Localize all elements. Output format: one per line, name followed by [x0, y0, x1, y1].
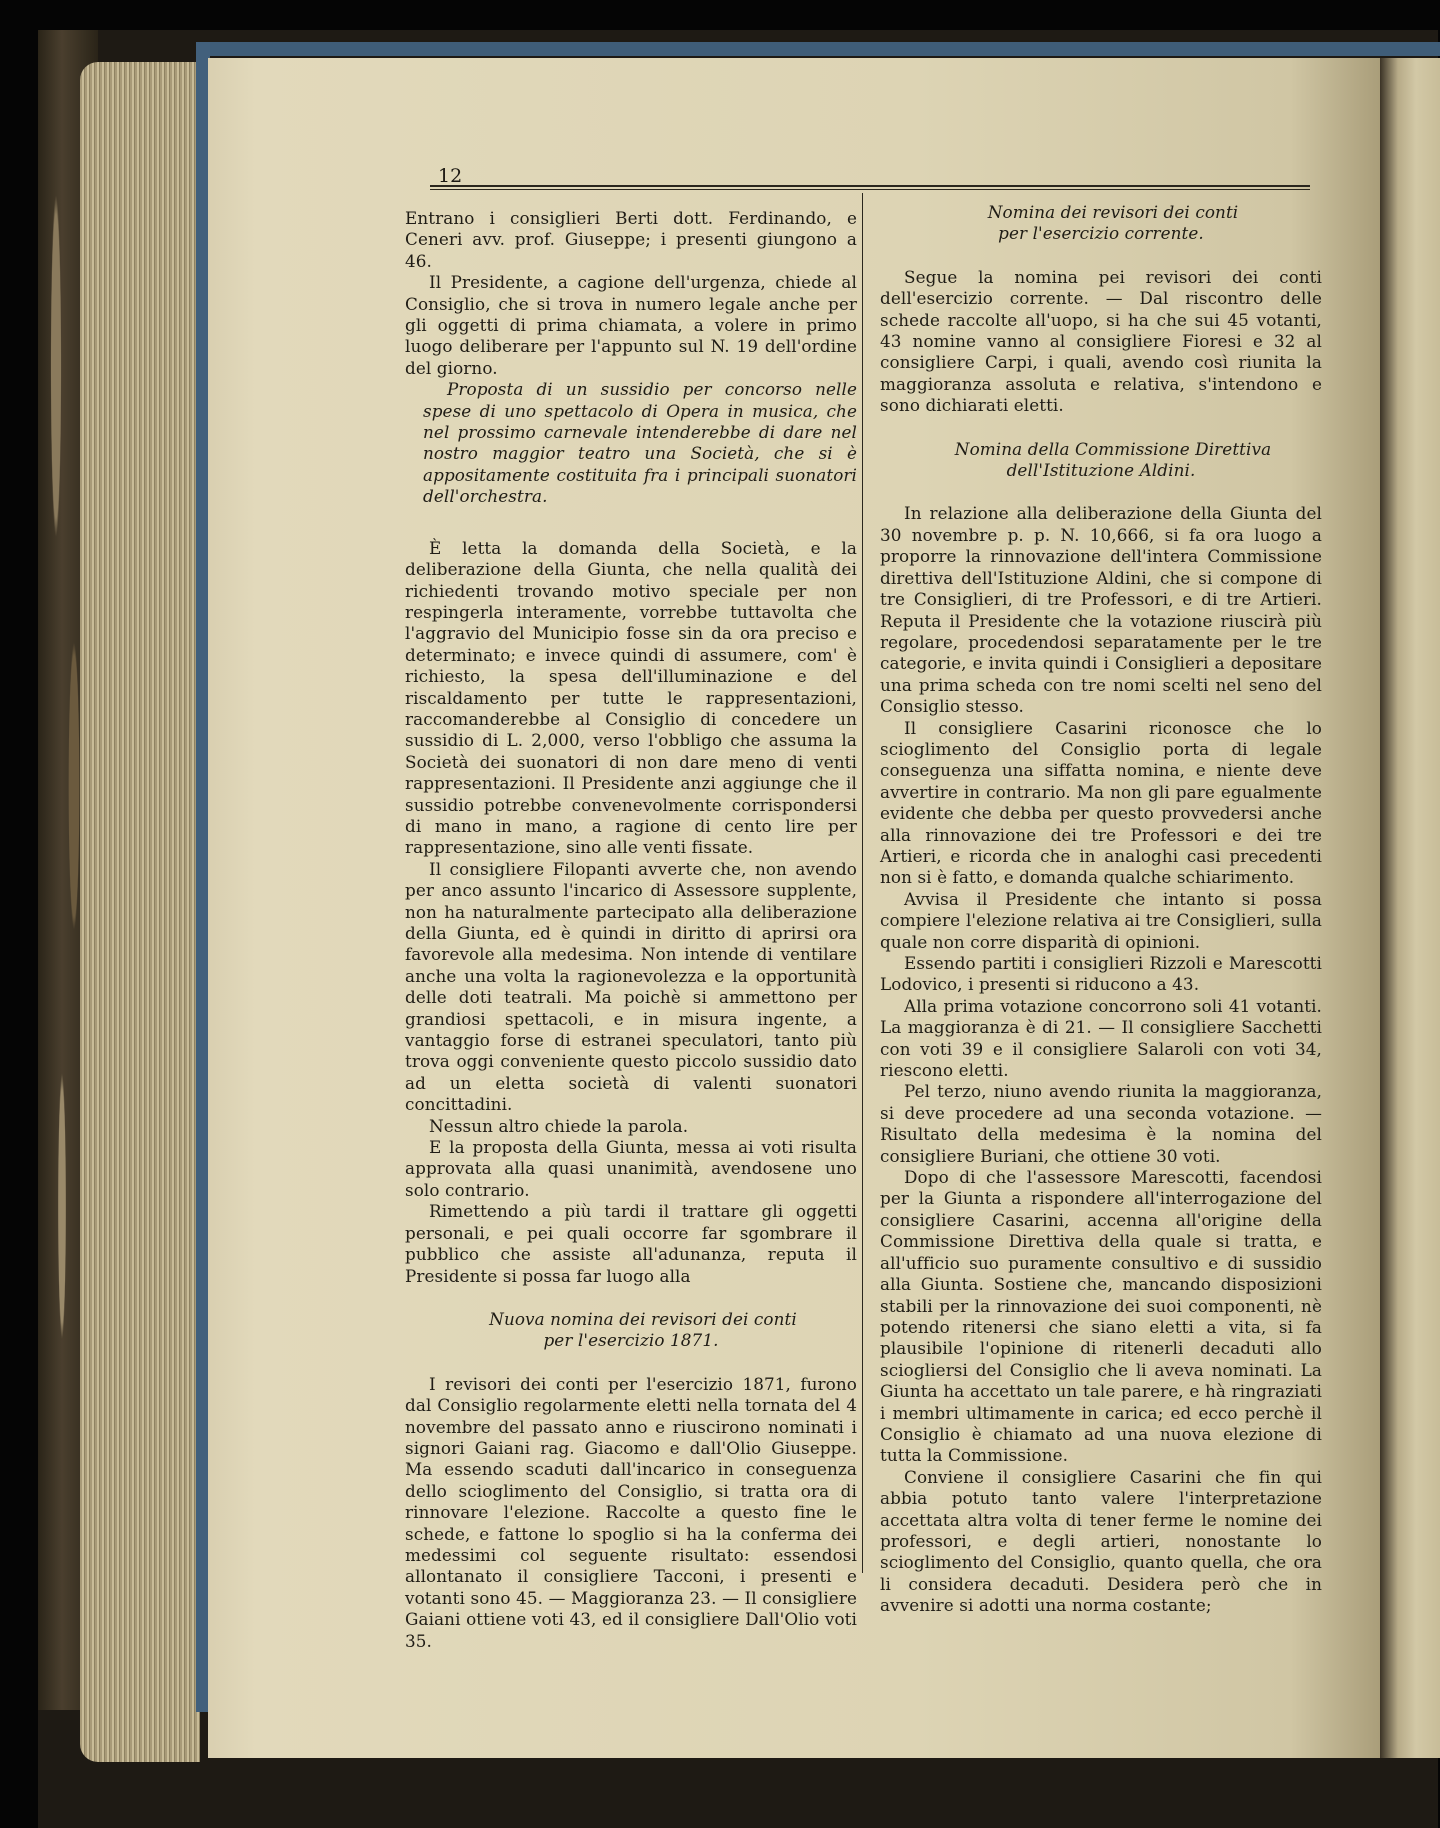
- section-heading-line1: Nomina della Commissione Direttiva: [954, 438, 1272, 459]
- section-heading-line1: Nuova nomina dei revisori dei conti: [489, 1308, 797, 1329]
- paragraph: Entrano i consiglieri Berti dott. Ferdinando, e Ceneri avv. prof. Giuseppe; i presenti giungono a 46.: [405, 208, 857, 271]
- paragraph: Rimettendo a più tardi il trattare gli oggetti personali, e pei quali occorre far sgombrare il pubblico che assiste all'adunanza, reputa il Presidente si possa far luogo alla: [405, 1201, 857, 1286]
- paragraph: Pel terzo, niuno avendo riunita la maggioranza, si deve procedere ad una seconda votazione. — Risultato della medesima è la nomina del consigliere Buriani, che ottiene 30 voti.: [880, 1081, 1322, 1166]
- section-heading-line2: per l'esercizio 1871.: [543, 1330, 719, 1351]
- section-heading-line1: Nomina dei revisori dei conti: [987, 202, 1239, 222]
- proposal-title: Proposta di un sussidio per concorso nelle spese di uno spettacolo di Opera in musica, che nel prossimo carnevale intenderebbe di dare nel nostro maggior teatro una Società, che si è appositamente costituita fra i principali suonatori dell'orchestra.: [423, 379, 857, 507]
- paragraph: Il consigliere Casarini riconosce che lo scioglimento del Consiglio porta di legale conseguenza una siffatta nomina, e niente deve avvertire in contrario. Ma non gli pare egualmente evidente che debba per questo provvedersi anche alla rinnovazione dei tre Professori e dei tre Artieri, e ricorda che in analoghi casi precedenti non si è fatto, e domanda qualche schiarimento.: [880, 717, 1322, 888]
- paragraph: Nessun altro chiede la parola.: [429, 1115, 689, 1136]
- right-column: [880, 202, 1322, 1617]
- section-heading-line2: per l'esercizio corrente.: [998, 223, 1204, 244]
- paragraph: In relazione alla deliberazione della Giunta del 30 novembre p. p. N. 10,666, si fa ora luogo a proporre la rinnovazione dell'intera Commissione direttiva dell'Istituzione Aldini, che si compone di tre Consiglieri, di tre Professori, e di tre Artieri. Reputa il Presidente che la votazione riuscirà più regolare, procedendosi separatamente per le tre categorie, e invita quindi i Consiglieri a depositare una prima scheda con tre nomi scelti nel seno del Consiglio stesso.: [880, 503, 1322, 717]
- blue-page-edge-top: [196, 42, 1440, 56]
- paragraph: Dopo di che l'assessore Marescotti, facendosi per la Giunta a rispondere all'interrogazione del consigliere Casarini, accenna all'origine della Commissione Direttiva della quale si tratta, e all'ufficio suo puramente consultivo e di sussidio alla Giunta. Sostiene che, mancando disposizioni stabili per la rinnovazione dei suoi componenti, nè potendo ritenersi che siano eletti a vita, si fa plausibile l'opinione di ritenerli decaduti allo sciogliersi del Consiglio che li aveva nominati. La Giunta ha accettato un tale parere, e hà ringraziati i membri ultimamente in carica; ed ecco perchè il Consiglio è chiamato ad una nuova elezione di tutta la Commissione.: [880, 1167, 1322, 1466]
- paragraph: Il Presidente, a cagione dell'urgenza, chiede al Consiglio, che si trova in numero legale anche per gli oggetti di prima chiamata, a volere in primo luogo deliberare per l'appunto sul N. 19 dell'ordine del giorno.: [405, 272, 857, 378]
- paragraph: È letta la domanda della Società, e la deliberazione della Giunta, che nella qualità dei richiedenti trovando motivo speciale per non respingerla interamente, vorrebbe tuttavolta che l'aggravio del Municipio fosse sin da ora preciso e determinato; e invece quindi di assumere, com' è richiesto, la spesa dell'illuminazione e del riscaldamento per tutte le rappresentazioni, raccomanderebbe al Consiglio di concedere un sussidio di L. 2,000, verso l'obbligo che assuma la Società dei suonatori di non dare meno di venti rappresentazioni. Il Presidente anzi aggiunge che il sussidio potrebbe convenevolmente corrispondersi di mano in mano, a ragione di cento lire per rappresentazione, sino alle venti fissate.: [405, 537, 857, 858]
- section-heading: [880, 439, 1322, 482]
- paragraph: I revisori dei conti per l'esercizio 1871, furono dal Consiglio regolarmente eletti nella tornata del 4 novembre del passato anno e riuscirono nominati i signori Gaiani rag. Giacomo e dall'Olio Giuseppe. Ma essendo scaduti dall'incarico in conseguenza dello scioglimento del Consiglio, si tratta ora di rinnovare l'elezione. Raccolte a questo fine le schede, e fattone lo spoglio si ha la conferma dei medessimi col seguente risultato: essendosi allontanato il consigliere Tacconi, i presenti e votanti sono 45. — Maggioranza 23. — Il consigliere Gaiani ottiene voti 43, ed il consigliere Dall'Olio voti 35.: [405, 1373, 857, 1651]
- next-page-edge: [1380, 58, 1440, 1758]
- column-divider: [862, 193, 863, 1573]
- section-heading: [880, 202, 1322, 245]
- paragraph: Conviene il consigliere Casarini che fin qui abbia potuto tanto valere l'interpretazione accettata altra volta di tener ferme le nomine dei professori, e degli artieri, nonostante lo scioglimento del Consiglio, quanto quella, che ora li considera decaduti. Desidera però che in avvenire si adotti una norma costante;: [880, 1466, 1322, 1616]
- section-heading-line2: dell'Istituzione Aldini.: [1006, 460, 1196, 481]
- paragraph: Alla prima votazione concorrono soli 41 votanti. La maggioranza è di 21. — Il consigliere Sacchetti con voti 39 e il consigliere Salaroli con voti 34, riescono eletti.: [880, 995, 1322, 1081]
- section-heading: [405, 1309, 857, 1352]
- page-edges: [80, 62, 200, 1762]
- paragraph: E la proposta della Giunta, messa ai voti risulta approvata alla quasi unanimità, avendosene uno solo contrario.: [405, 1137, 857, 1200]
- paragraph: Essendo partiti i consiglieri Rizzoli e Marescotti Lodovico, i presenti si riducono a 43.: [880, 953, 1322, 995]
- left-column: [405, 208, 857, 1652]
- paragraph: Il consigliere Filopanti avverte che, non avendo per anco assunto l'incarico di Assessore supplente, non ha naturalmente partecipato alla deliberazione della Giunta, ed è quindi in diritto di aprirsi ora favorevole alla medesima. Non intende di ventilare anche una volta la ragionevolezza e la opportunità delle doti teatrali. Ma poichè si ammettono per grandiosi spettacoli, e in misura ingente, a vantaggio forse di estranei speculatori, tanto più trova oggi conveniente questo piccolo sussidio dato ad un eletta società di valenti suonatori concittadini.: [405, 858, 857, 1115]
- header-rule: [430, 185, 1310, 190]
- page-number: 12: [438, 165, 463, 187]
- paragraph: Segue la nomina pei revisori dei conti dell'esercizio corrente. — Dal riscontro delle schede raccolte all'uopo, si ha che sui 45 votanti, 43 nomine vanno al consigliere Fioresi e 32 al consigliere Carpi, i quali, avendo così riunita la maggioranza assoluta e relativa, s'intendono e sono dichiarati eletti.: [880, 266, 1322, 416]
- paragraph: Avvisa il Presidente che intanto si possa compiere l'elezione relativa ai tre Consiglieri, sulla quale non corre disparità di opinioni.: [880, 888, 1322, 952]
